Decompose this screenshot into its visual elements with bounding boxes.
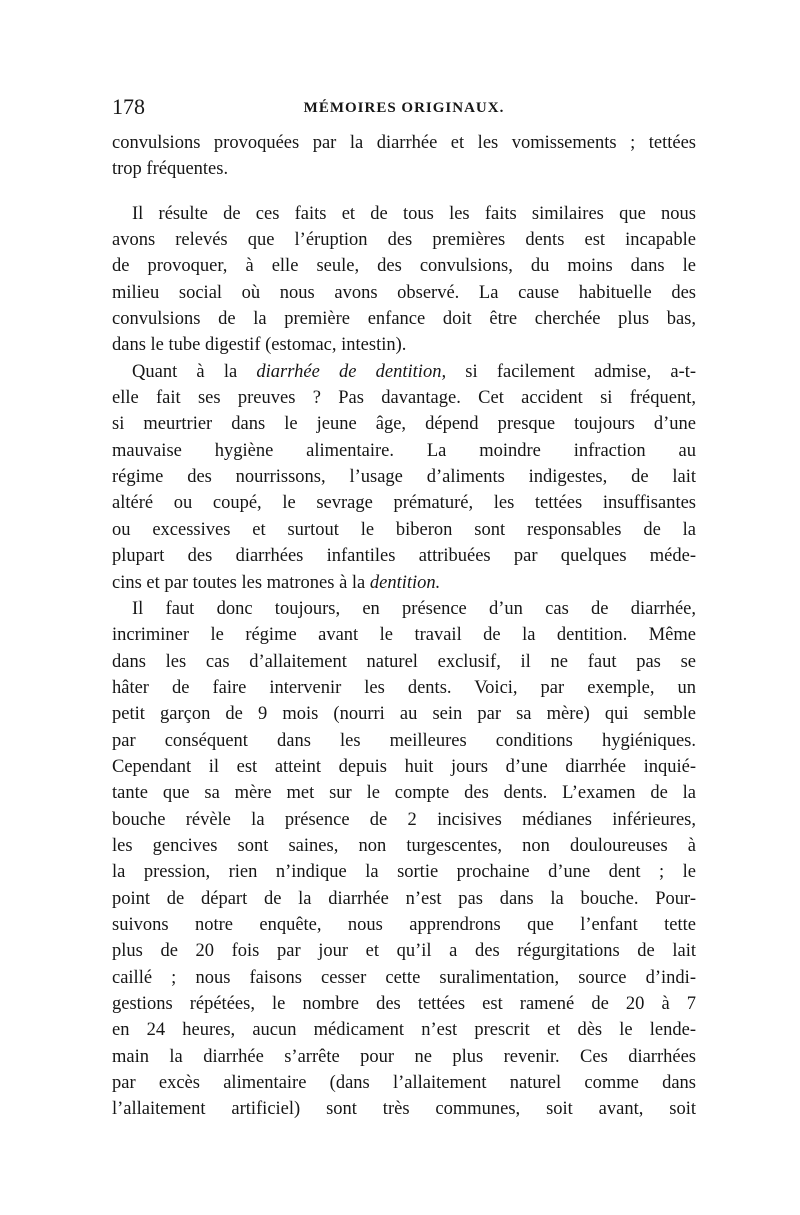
text-line: si meurtrier dans le jeune âge, dépend presque toujours d’une xyxy=(112,414,696,435)
text-line-mixed xyxy=(112,359,696,385)
text-line: Cependant il est atteint depuis huit jours d’une diarrhée inquié- xyxy=(112,756,696,777)
body-text xyxy=(112,130,696,1123)
italic-term: dentition. xyxy=(369,572,441,593)
running-title: MÉMOIRES ORIGINAUX. xyxy=(303,100,505,116)
text-line: hâter de faire intervenir les dents. Voici, par exemple, un xyxy=(112,677,696,698)
text-line: en 24 heures, aucun médicament n’est prescrit et dès le lende- xyxy=(112,1020,696,1041)
text-line: avons relevés que l’éruption des premières dents est incapable xyxy=(112,230,696,251)
text-line: régime des nourrissons, l’usage d’aliments indigestes, de lait xyxy=(112,467,696,488)
text-fragment: cins et par toutes les matrones à la xyxy=(112,572,366,593)
text-line: petit garçon de 9 mois (nourri au sein par sa mère) qui semble xyxy=(112,704,696,725)
text-line: dans les cas d’allaitement naturel exclusif, il ne faut pas se xyxy=(112,651,696,672)
text-line: convulsions provoquées par la diarrhée et les vomissements ; tettées xyxy=(112,133,696,153)
text-line: caillé ; nous faisons cesser cette suralimentation, source d’indi- xyxy=(112,967,696,988)
text-line: bouche révèle la présence de 2 incisives médianes inférieures, xyxy=(112,809,696,830)
text-line: mauvaise hygiène alimentaire. La moindre infraction au xyxy=(112,440,696,461)
text-line: tante que sa mère met sur le compte des dents. L’examen de la xyxy=(112,783,696,804)
text-line-mixed xyxy=(112,570,696,596)
text-line: suivons notre enquête, nous apprendrons que l’enfant tette xyxy=(112,914,696,935)
text-line: altéré ou coupé, le sevrage prématuré, les tettées insuffisantes xyxy=(112,493,696,514)
text-line: main la diarrhée s’arrête pour ne plus revenir. Ces diarrhées xyxy=(112,1046,696,1067)
text-line: de provoquer, à elle seule, des convulsions, du moins dans le xyxy=(112,256,696,277)
page-number: 178 xyxy=(112,94,145,119)
text-line: trop fréquentes. xyxy=(112,159,229,180)
text-line: convulsions de la première enfance doit être cherchée plus bas, xyxy=(112,309,696,330)
text-line: par conséquent dans les meilleures conditions hygiéniques. xyxy=(112,730,696,751)
text-line: par excès alimentaire (dans l’allaitement naturel comme dans xyxy=(112,1073,696,1094)
text-line: gestions répétées, le nombre des tettées est ramené de 20 à 7 xyxy=(112,994,696,1014)
italic-term: diarrhée de dentition, xyxy=(256,361,447,382)
paragraph-spacer xyxy=(112,183,696,201)
text-line: dans le tube digestif (estomac, intestin). xyxy=(112,335,407,356)
text-fragment: Quant à la xyxy=(132,361,238,382)
text-line: elle fait ses preuves ? Pas davantage. Cet accident si fréquent, xyxy=(112,388,696,409)
text-line: incriminer le régime avant le travail de la dentition. Même xyxy=(112,625,696,646)
text-line: plupart des diarrhées infantiles attribuées par quelques méde- xyxy=(112,546,696,567)
text-line: la pression, rien n’indique la sortie prochaine d’une dent ; le xyxy=(112,862,696,883)
text-line: plus de 20 fois par jour et qu’il a des régurgitations de lait xyxy=(112,941,696,962)
text-line: Il faut donc toujours, en présence d’un cas de diarrhée, xyxy=(132,598,696,619)
text-line: milieu social où nous avons observé. La cause habituelle des xyxy=(112,282,696,303)
text-line: point de départ de la diarrhée n’est pas dans la bouche. Pour- xyxy=(112,888,696,909)
page-header xyxy=(112,92,696,122)
text-fragment: si facilement admise, a-t- xyxy=(465,361,696,382)
text-line: les gencives sont saines, non turgescentes, non douloureuses à xyxy=(112,835,696,856)
text-line: ou excessives et surtout le biberon sont responsables de la xyxy=(112,519,696,540)
text-line: l’allaitement artificiel) sont très communes, soit avant, soit xyxy=(112,1099,696,1120)
text-line: Il résulte de ces faits et de tous les faits similaires que nous xyxy=(132,203,696,224)
